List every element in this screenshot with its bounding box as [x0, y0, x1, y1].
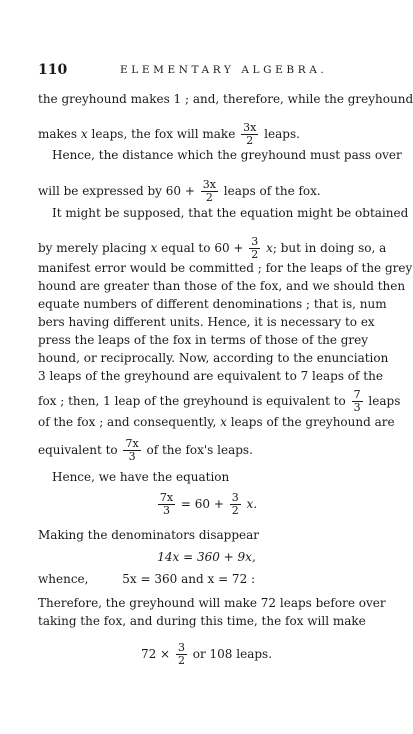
fraction: $\frac{3x}{2}$: [202, 178, 216, 204]
text-line: Therefore, the greyhound will make 72 leaps before over: [38, 596, 386, 610]
text-line: of the fox ; and consequently, x leaps of the greyhound are: [38, 415, 395, 429]
equation: 14x = 360 + 9x,: [157, 550, 256, 564]
page-header: [38, 62, 407, 80]
text-line: whence, 5x = 360 and x = 72 :: [38, 572, 256, 586]
running-head: ELEMENTARY ALGEBRA.: [120, 64, 328, 76]
equation: $\frac{7x}{3}$ = 60 + $\frac{3}{2}$ x.: [159, 491, 258, 517]
text-line: hound, or reciprocally. Now, according to the enunciation: [38, 351, 389, 365]
text-line: press the leaps of the fox in terms of those of the grey: [38, 333, 369, 347]
text-line: manifest error would be committed ; for the leaps of the grey: [38, 261, 413, 275]
text-line: Making the denominators disappear: [38, 528, 260, 542]
text-line: Hence, the distance which the greyhound must pass over: [52, 148, 402, 162]
text-line: hound are greater than those of the fox, and we should then: [38, 279, 406, 293]
text-line: taking the fox, and during this time, the fox will make: [38, 614, 366, 628]
text-line: It might be supposed, that the equation might be obtained: [52, 206, 409, 220]
text-line: equate numbers of different denominations ; that is, num: [38, 297, 387, 311]
equation: 72 × $\frac{3}{2}$ or 108 leaps.: [140, 641, 273, 667]
text-line: bers having different units. Hence, it is necessary to ex: [38, 315, 375, 329]
fraction: $\frac{3}{2}$: [251, 235, 259, 261]
text-line: 3 leaps of the greyhound are equivalent to 7 leaps of the: [38, 369, 383, 383]
text-line: equivalent to $\frac{7x}{3}$ of the fox's leaps.: [38, 437, 253, 463]
fraction: $\frac{7x}{3}$: [125, 437, 139, 463]
fraction: $\frac{7}{3}$: [353, 388, 361, 414]
text-line: makes x leaps, the fox will make $\frac{3x}{2}$ leaps.: [38, 121, 300, 147]
fraction: $\frac{3}{2}$: [177, 641, 185, 667]
fraction: $\frac{3x}{2}$: [243, 121, 257, 147]
text-line: the greyhound makes 1 ; and, therefore, while the greyhound: [38, 92, 413, 106]
text-line: will be expressed by 60 + $\frac{3x}{2}$ leaps of the fox.: [38, 178, 321, 204]
text-line: by merely placing x equal to 60 + $\frac{3}{2}$ x; but in doing so, a: [38, 235, 387, 261]
fraction: $\frac{3}{2}$: [231, 491, 239, 517]
text-line: fox ; then, 1 leap of the greyhound is equivalent to $\frac{7}{3}$ leaps: [38, 388, 401, 414]
text-line: Hence, we have the equation: [52, 470, 230, 484]
fraction: $\frac{7x}{3}$: [159, 491, 174, 517]
page-number: 110: [38, 62, 68, 78]
